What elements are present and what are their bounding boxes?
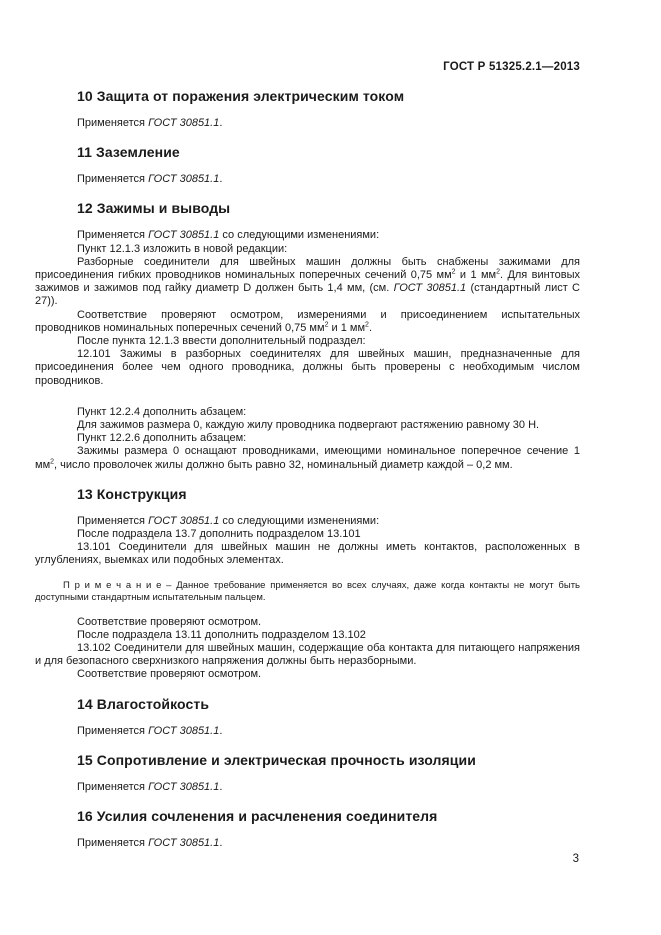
- body-paragraph: [35, 229, 580, 242]
- text-run: Пункт 12.2.4 дополнить абзацем:: [77, 405, 247, 418]
- section-heading: 12 Зажимы и выводы: [77, 200, 231, 217]
- body-paragraph: [35, 256, 580, 309]
- text-run: 12.101 Зажимы в разборных соединителях для швейных машин, предназначенные для присоединения более чем одного проводника, должны быть проверены с необходимым числом проводников.: [35, 348, 580, 387]
- document-header-designation: ГОСТ Р 51325.2.1—2013: [443, 61, 580, 73]
- document-section: [35, 89, 580, 130]
- text-run: и 1 мм: [328, 321, 366, 334]
- body-paragraph: [35, 725, 580, 738]
- body-paragraph: [35, 642, 580, 668]
- italic-reference-text: ГОСТ 30851.1: [148, 173, 220, 186]
- body-paragraph: [35, 616, 580, 629]
- text-run: После подраздела 13.7 дополнить подразделом 13.101: [77, 528, 361, 541]
- section-heading: 10 Защита от поражения электрическим током: [77, 88, 405, 104]
- section-heading: 13 Конструкция: [77, 485, 187, 502]
- superscript-text: 2: [50, 458, 55, 465]
- page-number: 3: [572, 853, 579, 865]
- italic-reference-text: ГОСТ 30851.1: [148, 514, 220, 527]
- text-run: Применяется: [77, 173, 149, 186]
- body-paragraph: [35, 348, 580, 388]
- text-run: Применяется: [77, 837, 149, 850]
- body-paragraph: [35, 541, 580, 567]
- text-run: , число проволочек жилы должно быть равно 32, номинальный диаметр каждой – 0,2 мм.: [54, 458, 513, 471]
- text-run: П р и м е ч а н и е – Данное требование применяется во всех случаях, даже когда контакты не могут быть доступными стандартным испытательным пальцем.: [35, 579, 580, 603]
- body-paragraph: [35, 173, 580, 186]
- superscript-text: 2: [451, 268, 456, 276]
- document-section: [35, 201, 580, 471]
- body-paragraph: [35, 419, 580, 432]
- text-run: со следующими изменениями:: [219, 514, 380, 527]
- italic-reference-text: ГОСТ 30851.1: [148, 117, 220, 129]
- body-paragraph: [35, 243, 580, 256]
- document-section: [35, 753, 580, 794]
- italic-reference-text: ГОСТ 30851.1: [148, 780, 220, 793]
- document-body: [35, 89, 580, 850]
- italic-reference-text: ГОСТ 30851.1: [393, 282, 467, 295]
- body-paragraph: [35, 515, 580, 528]
- section-heading: 14 Влагостойкость: [77, 695, 210, 712]
- text-run: Применяется: [77, 514, 149, 527]
- text-run: со следующими изменениями:: [219, 229, 380, 242]
- superscript-text: 2: [324, 321, 329, 329]
- text-run: Соответствие проверяют осмотром.: [77, 615, 262, 628]
- text-run: . Для винтовых зажимов и зажимов под гайку диаметр D должен быть 1,4 мм, (см.: [35, 269, 580, 295]
- text-run: Соответствие проверяют осмотром.: [77, 668, 262, 681]
- text-run: После подраздела 13.11 дополнить подразделом 13.102: [77, 628, 366, 641]
- body-paragraph: [35, 309, 580, 335]
- body-paragraph: [35, 335, 580, 348]
- text-run: Пункт 12.2.6 дополнить абзацем:: [77, 432, 247, 445]
- text-run: .: [219, 724, 223, 737]
- body-paragraph: [35, 445, 580, 471]
- text-run: После пункта 12.1.3 ввести дополнительный подраздел:: [77, 335, 366, 348]
- text-run: Применяется: [77, 229, 149, 242]
- text-run: Соответствие проверяют осмотром, измерениями и присоединением испытательных проводников номинальных поперечных сечений 0,75 мм: [35, 308, 580, 334]
- document-section: [35, 697, 580, 738]
- text-run: Применяется: [77, 724, 149, 737]
- text-run: Применяется: [77, 117, 149, 129]
- body-paragraph: [35, 668, 580, 681]
- text-run: (стандартный лист С 27)).: [35, 282, 581, 308]
- body-paragraph: [35, 528, 580, 541]
- body-paragraph: [35, 117, 580, 130]
- text-run: Пункт 12.1.3 изложить в новой редакции:: [77, 242, 288, 255]
- italic-reference-text: ГОСТ 30851.1: [148, 724, 220, 737]
- text-run: .: [219, 780, 223, 793]
- text-run: Зажимы размера 0 оснащают проводниками, имеющими номинальное поперечное сечение 1 мм: [35, 445, 580, 471]
- document-section: [35, 145, 580, 186]
- note-paragraph: [35, 580, 580, 604]
- body-paragraph: [35, 837, 580, 850]
- body-paragraph: [35, 781, 580, 794]
- text-run: 13.101 Соединители для швейных машин не должны иметь контактов, расположенных в углублениях, выемках или подобных элементах.: [35, 541, 580, 567]
- text-run: .: [219, 173, 223, 186]
- text-run: Разборные соединители для швейных машин должны быть снабжены зажимами для присоединения гибких проводников номинальных поперечных сечений 0,75 мм: [35, 255, 580, 282]
- body-paragraph: [35, 432, 580, 445]
- text-run: .: [219, 117, 223, 129]
- section-heading: 11 Заземление: [77, 144, 180, 161]
- italic-reference-text: ГОСТ 30851.1: [148, 837, 220, 850]
- text-run: и 1 мм: [455, 269, 497, 282]
- document-section: [35, 809, 580, 850]
- italic-reference-text: ГОСТ 30851.1: [148, 229, 220, 242]
- text-run: .: [368, 321, 372, 334]
- text-run: Применяется: [77, 780, 149, 793]
- document-section: [35, 487, 580, 682]
- superscript-text: 2: [365, 321, 369, 329]
- section-heading: 16 Усилия сочленения и расчленения соединителя: [77, 808, 438, 825]
- superscript-text: 2: [496, 268, 500, 276]
- text-run: 13.102 Соединители для швейных машин, содержащие оба контакта для питающего напряжения и для безопасного сверхнизкого напряжения должны быть неразборными.: [35, 642, 580, 668]
- body-paragraph: [35, 629, 580, 642]
- section-heading: 15 Сопротивление и электрическая прочность изоляции: [77, 751, 476, 768]
- text-run: .: [219, 837, 223, 850]
- text-run: Для зажимов размера 0, каждую жилу проводника подвергают растяжению равному 30 Н.: [77, 419, 540, 432]
- body-paragraph: [35, 406, 580, 419]
